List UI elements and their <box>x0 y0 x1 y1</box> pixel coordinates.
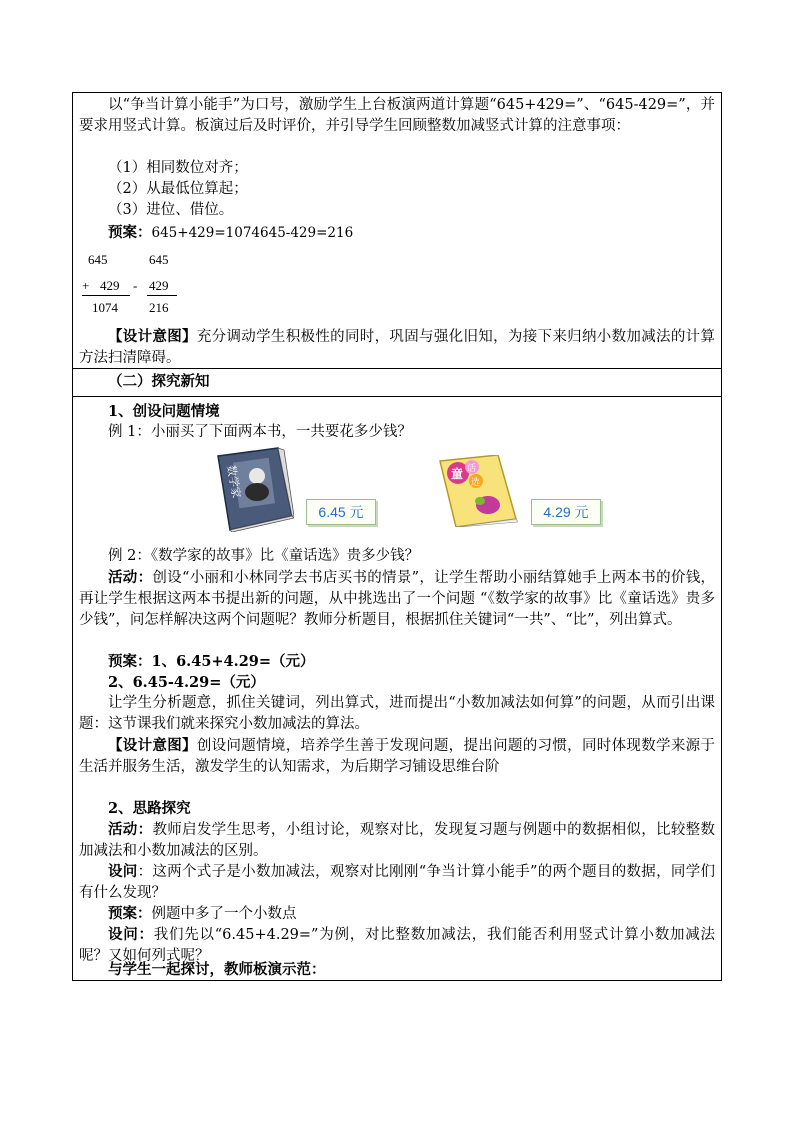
calc-b-top: 645 <box>149 252 169 267</box>
calc-b-rule <box>147 295 177 296</box>
calc-a-rule <box>82 295 130 296</box>
intent-paragraph-2 <box>79 735 715 778</box>
lesson-table <box>72 92 722 981</box>
note-item-3: （3）进位、借位。 <box>108 202 234 218</box>
activity2-paragraph <box>79 819 715 862</box>
plan2-label: 预案： <box>108 905 152 922</box>
heading-2: 2、思路探究 <box>108 800 191 817</box>
book2-title-2: 话 <box>467 464 477 474</box>
review-paragraph: 以“争当计算小能手”为口号，激励学生上台板演两道计算题“645+429=”、“645-429=”，并要求用竖式计算。板演过后及时评价，并引导学生回顾整数加减竖式计算的注意事项： <box>79 97 715 134</box>
calc-b-mid: 429 <box>149 278 169 293</box>
plan-label: 预案： <box>108 224 152 241</box>
activity2-text: 教师启发学生思考，小组讨论，观察对比，发现复习题与例题中的数据相似，比较整数加减法和小数加减法的区别。 <box>79 822 715 859</box>
price-tag-1: 6.45 元 <box>306 499 376 525</box>
calc-a-result: 1074 <box>92 300 118 315</box>
price-tag-2: 4.29 元 <box>531 499 601 525</box>
demo-line: 与学生一起探讨，教师板演示范： <box>108 961 326 978</box>
calc-a-sign: + <box>82 278 90 293</box>
activity2-label: 活动： <box>108 821 153 838</box>
question1-text: ：这两个式子是小数加减法，观察对比刚刚“争当计算小能手”的两个题目的数据，同学们有什么发现？ <box>79 864 715 901</box>
book2-title-3: 选 <box>471 478 481 488</box>
plan-line <box>108 222 715 244</box>
plan2-line <box>108 903 715 925</box>
calc-a-mid: 429 <box>100 278 120 293</box>
question1-paragraph <box>79 861 715 904</box>
intent-label-2: 【设计意图】 <box>108 737 197 754</box>
book1-title: 数学家 <box>224 464 243 500</box>
question2-text: 我们先以“6.45+4.29=”为例，对比整数加减法，我们能否利用竖式计算小数加减法呢？又如何列式呢？ <box>79 927 716 964</box>
note-item-2: （2）从最低位算起； <box>108 181 248 197</box>
intent-text-1: 充分调动学生积极性的同时，巩固与强化旧知，为接下来归纳小数加减法的计算方法扫清障碍。 <box>79 329 715 366</box>
section-title: （二）探究新知 <box>108 373 210 390</box>
book2-title-1: 童 <box>451 467 464 481</box>
activity-paragraph <box>79 567 715 631</box>
plan-line-2: 2、6.45-4.29=（元） <box>108 674 265 691</box>
intent-paragraph-1 <box>79 326 715 369</box>
calc-b-sign: - <box>133 278 138 293</box>
math-book-illustration <box>214 446 294 532</box>
plan2-text: 例题中多了一个小数点 <box>151 906 297 922</box>
calc-a-top: 645 <box>88 252 108 267</box>
activity-label: 活动： <box>108 569 153 586</box>
example-2: 例 2：《数学家的故事》比《童话选》贵多少钱？ <box>108 548 420 564</box>
example-1: 例 1：小丽买了下面两本书，一共要花多少钱？ <box>108 424 412 440</box>
intent-label-1: 【设计意图】 <box>108 328 197 345</box>
intent-text-2: 创设问题情境，培养学生善于发现问题，提出问题的习惯，同时体现数学来源于生活并服务生活，激发学生的认知需求，为后期学习铺设思维台阶 <box>79 738 715 775</box>
question1-label: 设问 <box>108 863 138 880</box>
question2-label: 设问： <box>108 926 154 943</box>
heading-1: 1、创设问题情境 <box>108 403 220 420</box>
fairytale-book-illustration <box>438 455 518 527</box>
activity-text: 创设“小丽和小林同学去书店买书的情景”，让学生帮助小丽结算她手上两本书的价钱，再让学生根据这两本书提出新的问题，从中挑选出了一个问题 “《数学家的故事》比《童话选》贵多少钱”，问怎样解决这两个问题呢？教师分析题目，根据抓住关键词“一共”、“比”，列出算式。 <box>79 570 715 628</box>
analysis-paragraph: 让学生分析题意，抓住关键词，列出算式，进而提出“小数加减法如何算”的问题，从而引出课题：这节课我们就来探究小数加减法的算法。 <box>79 695 715 732</box>
row-divider <box>73 396 721 397</box>
plan-line-1: 预案：1、6.45+4.29=（元） <box>108 653 315 670</box>
calc-b-result: 216 <box>149 300 169 315</box>
plan-text: 645+429=1074645-429=216 <box>151 225 354 241</box>
note-item-1: （1）相同数位对齐； <box>108 160 248 176</box>
row-divider <box>73 368 721 369</box>
